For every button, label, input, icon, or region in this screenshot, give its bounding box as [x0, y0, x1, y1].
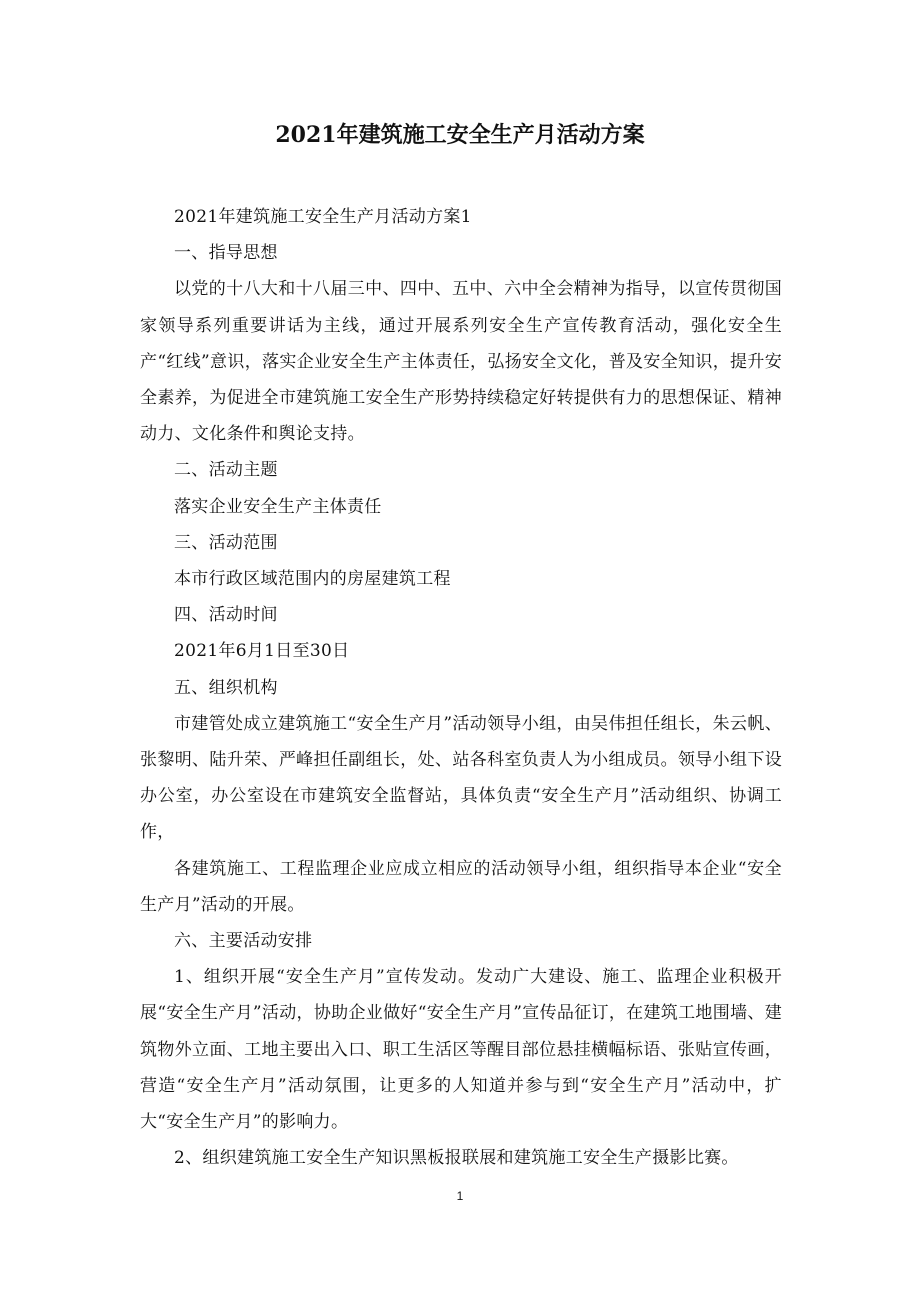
paragraph-organization-2: 各建筑施工、工程监理企业应成立相应的活动领导小组，组织指导本企业“安全生产月”活动的开展。: [140, 858, 782, 915]
paragraph-plan-heading: 2021年建筑施工安全生产月活动方案1: [174, 207, 472, 227]
page-number: 1: [456, 1189, 464, 1203]
section-heading-organization: 五、组织机构: [174, 677, 278, 698]
paragraph-activity-1: 1、组织开展“安全生产月”宣传发动。发动广大建设、施工、监理企业积极开展“安全生产月”活动，协助企业做好“安全生产月”宣传品征订，在建筑工地围墙、建筑物外立面、工地主要出入口、职工生活区等醒目部位悬挂横幅标语、张贴宣传画，营造“安全生产月”活动氛围，让更多的人知道并参与到“安全生产月”活动中，扩大“安全生产月”的影响力。: [140, 967, 782, 1133]
paragraph-time: 2021年6月1日至30日: [174, 641, 350, 662]
paragraph-organization-1: 市建管处成立建筑施工“安全生产月”活动领导小组，由吴伟担任组长，朱云帆、张黎明、陆升荣、严峰担任副组长，处、站各科室负责人为小组成员。领导小组下设办公室，办公室设在市建筑安全监督站，具体负责“安全生产月”活动组织、协调工作，: [140, 713, 782, 843]
paragraph-scope: 本市行政区域范围内的房屋建筑工程: [174, 569, 451, 590]
section-heading-theme: 二、活动主题: [174, 460, 278, 481]
section-heading-time: 四、活动时间: [174, 605, 278, 626]
section-heading-scope: 三、活动范围: [174, 532, 278, 553]
paragraph-guiding-ideology: 以党的十八大和十八届三中、四中、五中、六中全会精神为指导，以宣传贯彻国家领导系列重要讲话为主线，通过开展系列安全生产宣传教育活动，强化安全生产“红线”意识，落实企业安全生产主体责任，弘扬安全文化，普及安全知识，提升安全素养，为促进全市建筑施工安全生产形势持续稳定好转提供有力的思想保证、精神动力、文化条件和舆论支持。: [140, 279, 782, 445]
document-title: 2021年建筑施工安全生产月活动方案: [275, 122, 645, 148]
paragraph-theme: 落实企业安全生产主体责任: [174, 496, 382, 517]
paragraph-activity-2: 2、组织建筑施工安全生产知识黑板报联展和建筑施工安全生产摄影比赛。: [174, 1148, 739, 1169]
section-heading-activities: 六、主要活动安排: [174, 931, 313, 952]
section-heading-guiding-ideology: 一、指导思想: [174, 243, 278, 264]
document-body: [140, 199, 782, 1176]
